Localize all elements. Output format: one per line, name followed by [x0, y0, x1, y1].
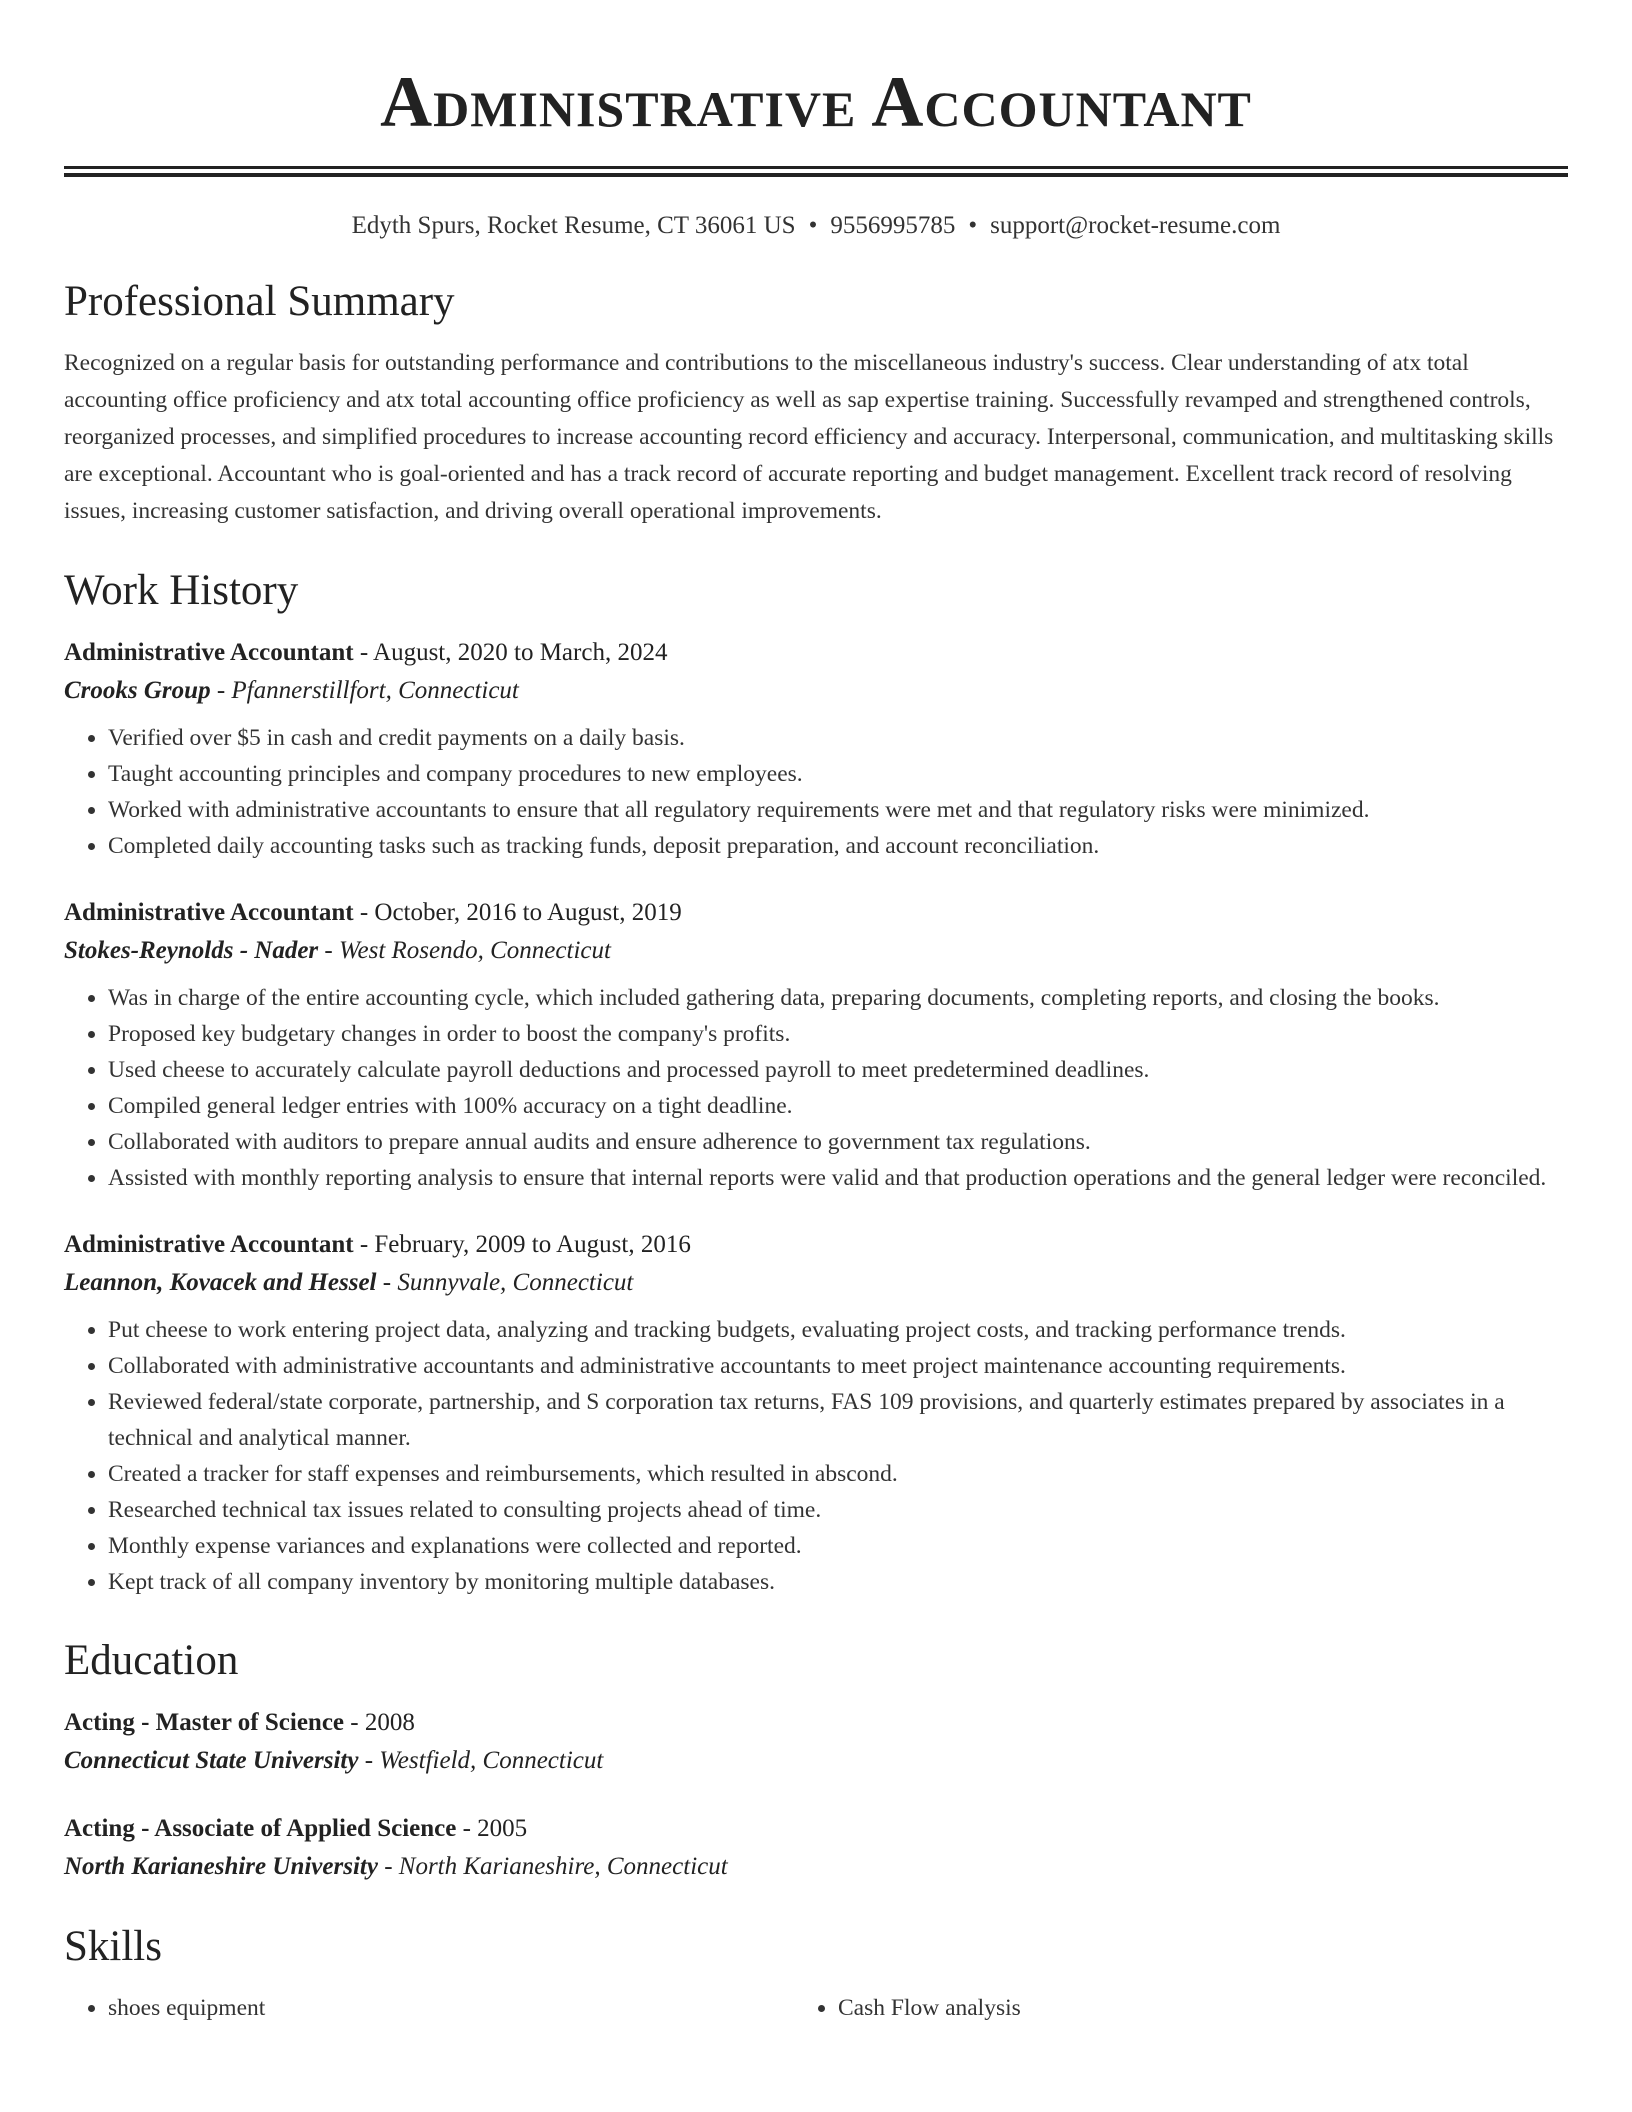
job-dates: - February, 2009 to August, 2016 [353, 1231, 691, 1258]
education-location: - North Karianeshire, Connecticut [377, 1853, 728, 1880]
summary-text: Recognized on a regular basis for outstanding performance and contributions to the miscellaneous industry's success. Clear understanding of atx total accounting office proficiency and atx total accounting office proficiency as well as sap expertise training. Successfully revamped and strengthened controls, reorganized processes, and simplified procedures to increase accounting record efficiency and accuracy. Interpersonal, communication, and multitasking skills are exceptional. Accountant who is goal-oriented and has a track record of accurate reporting and budget management. Excellent track record of resolving issues, increasing customer satisfaction, and driving overall operational improvements. [64, 350, 1554, 524]
job-bullet: • Collaborated with auditors to prepare annual audits and ensure adherence to government tax regulations. [108, 1124, 1568, 1160]
job-title: Administrative Accountant [64, 899, 354, 926]
education-school-line [64, 1848, 1568, 1886]
education-entry [64, 1810, 1568, 1886]
job-bullet: • Compiled general ledger entries with 100% accuracy on a tight deadline. [108, 1088, 1568, 1124]
contact-phone: 9556995785 [830, 212, 956, 239]
job-bullet: • Assisted with monthly reporting analysis to ensure that internal reports were valid and that production operations and the general ledger were reconciled. [108, 1160, 1568, 1196]
job-location: - West Rosendo, Connecticut [318, 937, 611, 964]
job-bullet: • Worked with administrative accountants to ensure that all regulatory requirements were met and that regulatory risks were minimized. [108, 792, 1568, 828]
job-bullet: • Verified over $5 in cash and credit payments on a daily basis. [108, 720, 1568, 756]
education-degree: Acting - Master of Science [64, 1709, 345, 1736]
job-employer [64, 1264, 1568, 1302]
job-bullets [64, 1312, 1568, 1600]
work-history-heading: Work History [64, 567, 299, 614]
resume-title: Administrative Accountant [380, 62, 1252, 142]
job-company: Leannon, Kovacek and Hessel [64, 1269, 377, 1296]
job-bullet: • Put cheese to work entering project data, analyzing and tracking budgets, evaluating project costs, and tracking performance trends. [108, 1312, 1568, 1348]
job-employer [64, 672, 1568, 710]
job-entry [64, 634, 1568, 864]
job-header [64, 894, 1568, 932]
job-header [64, 1226, 1568, 1264]
job-header [64, 634, 1568, 672]
job-employer [64, 932, 1568, 970]
job-bullets [64, 720, 1568, 864]
education-school: Connecticut State University [64, 1747, 359, 1774]
skill-item: • Cash Flow analysis [838, 1990, 1568, 2026]
education-year: - 2008 [344, 1709, 415, 1736]
education-location: - Westfield, Connecticut [358, 1747, 604, 1774]
title-divider [64, 166, 1568, 177]
job-bullet: • Created a tracker for staff expenses and reimbursements, which resulted in abscond. [108, 1456, 1568, 1492]
job-company: Stokes-Reynolds - Nader [64, 937, 319, 964]
skills-heading: Skills [64, 1923, 162, 1970]
job-bullet: • Kept track of all company inventory by monitoring multiple databases. [108, 1564, 1568, 1600]
skill-item: • shoes equipment [108, 1990, 838, 2026]
contact-address: Edyth Spurs, Rocket Resume, CT 36061 US [351, 212, 796, 239]
job-bullet: • Researched technical tax issues related to consulting projects ahead of time. [108, 1492, 1568, 1528]
education-year: - 2005 [456, 1815, 528, 1842]
job-location: - Sunnyvale, Connecticut [376, 1269, 634, 1296]
contact-separator: • [808, 212, 818, 239]
education-header [64, 1704, 1568, 1742]
contact-separator: • [968, 212, 978, 239]
job-location: - Pfannerstillfort, Connecticut [210, 677, 519, 704]
job-bullet: • Completed daily accounting tasks such as tracking funds, deposit preparation, and account reconciliation. [108, 828, 1568, 864]
skills-column-left [108, 1990, 838, 2026]
job-title: Administrative Accountant [64, 1231, 354, 1258]
job-dates: - October, 2016 to August, 2019 [353, 899, 682, 926]
summary-heading: Professional Summary [64, 278, 455, 325]
job-bullet: • Taught accounting principles and company procedures to new employees. [108, 756, 1568, 792]
job-bullet: • Reviewed federal/state corporate, partnership, and S corporation tax returns, FAS 109 provisions, and quarterly estimates prepared by associates in a technical and analytical manner. [108, 1384, 1568, 1456]
contact-email: support@rocket-resume.com [990, 212, 1281, 239]
job-bullet: • Collaborated with administrative accountants and administrative accountants to meet project maintenance accounting requirements. [108, 1348, 1568, 1384]
job-bullets [64, 980, 1568, 1196]
job-bullet: • Proposed key budgetary changes in order to boost the company's profits. [108, 1016, 1568, 1052]
education-header [64, 1810, 1568, 1848]
job-dates: - August, 2020 to March, 2024 [353, 639, 668, 666]
education-school-line [64, 1742, 1568, 1780]
education-degree: Acting - Associate of Applied Science [64, 1815, 457, 1842]
contact-line [64, 211, 1568, 241]
job-entry [64, 894, 1568, 1196]
job-entry [64, 1226, 1568, 1600]
job-bullet: • Was in charge of the entire accounting cycle, which included gathering data, preparing documents, completing reports, and closing the books. [108, 980, 1568, 1016]
job-title: Administrative Accountant [64, 639, 354, 666]
education-school: North Karianeshire University [64, 1853, 378, 1880]
skills-column-right [838, 1990, 1568, 2026]
skills-list [64, 1990, 1568, 2026]
job-company: Crooks Group [64, 677, 211, 704]
education-heading: Education [64, 1637, 239, 1684]
education-entry [64, 1704, 1568, 1780]
job-bullet: • Monthly expense variances and explanations were collected and reported. [108, 1528, 1568, 1564]
job-bullet: • Used cheese to accurately calculate payroll deductions and processed payroll to meet predetermined deadlines. [108, 1052, 1568, 1088]
